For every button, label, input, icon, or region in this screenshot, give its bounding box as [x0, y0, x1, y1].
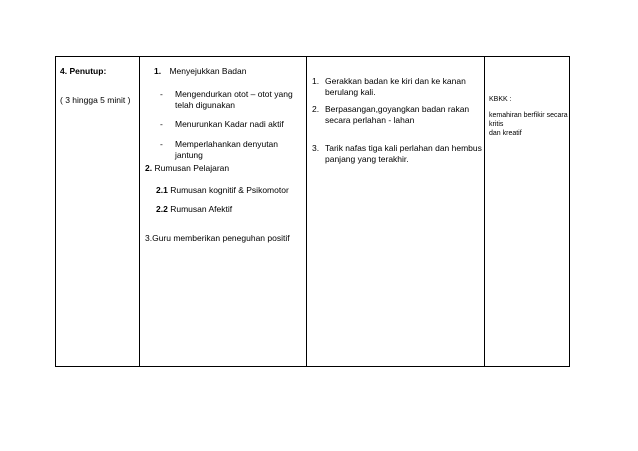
kbkk-heading: KBKK : [489, 96, 512, 103]
list-item: - [160, 89, 163, 99]
list-item: 3. [312, 143, 320, 153]
list-item-text: Memperlahankan denyutan jantung [175, 139, 279, 160]
list-item-text: Berpasangan,goyangkan badan rakan secara perlahan - lahan [325, 104, 470, 125]
content-column [140, 57, 306, 366]
list-item: 1. Menyejukkan Badan [154, 66, 247, 76]
list-item-text: Tarik nafas tiga kali perlahan dan hembus panjang yang terakhir. [325, 143, 482, 164]
activity-column [307, 57, 484, 366]
list-item: 2.2 Rumusan Afektif [156, 204, 233, 214]
list-item: 2. [312, 104, 320, 114]
list-item-text: Menurunkan Kadar nadi aktif [175, 119, 284, 129]
list-item: 2.1 Rumusan kognitif & Psikomotor [156, 185, 289, 195]
list-item: - [160, 119, 163, 129]
lesson-table [55, 56, 570, 367]
notes-column [485, 57, 569, 366]
list-item-text: Mengendurkan otot – otot yang telah digunakan [175, 89, 293, 110]
stage-column [56, 57, 139, 366]
list-item: 3.Guru memberikan peneguhan positif [145, 233, 290, 243]
kbkk-text: kemahiran berfikir secara kritis dan kreatif [489, 112, 568, 137]
stage-title: 4. Penutup: [60, 66, 107, 76]
list-item: 1. [312, 76, 320, 86]
list-item-text: Gerakkan badan ke kiri dan ke kanan berulang kali. [325, 76, 466, 97]
list-item: - [160, 139, 163, 149]
list-item: 2. Rumusan Pelajaran [145, 163, 230, 173]
stage-duration: ( 3 hingga 5 minit ) [60, 95, 131, 105]
